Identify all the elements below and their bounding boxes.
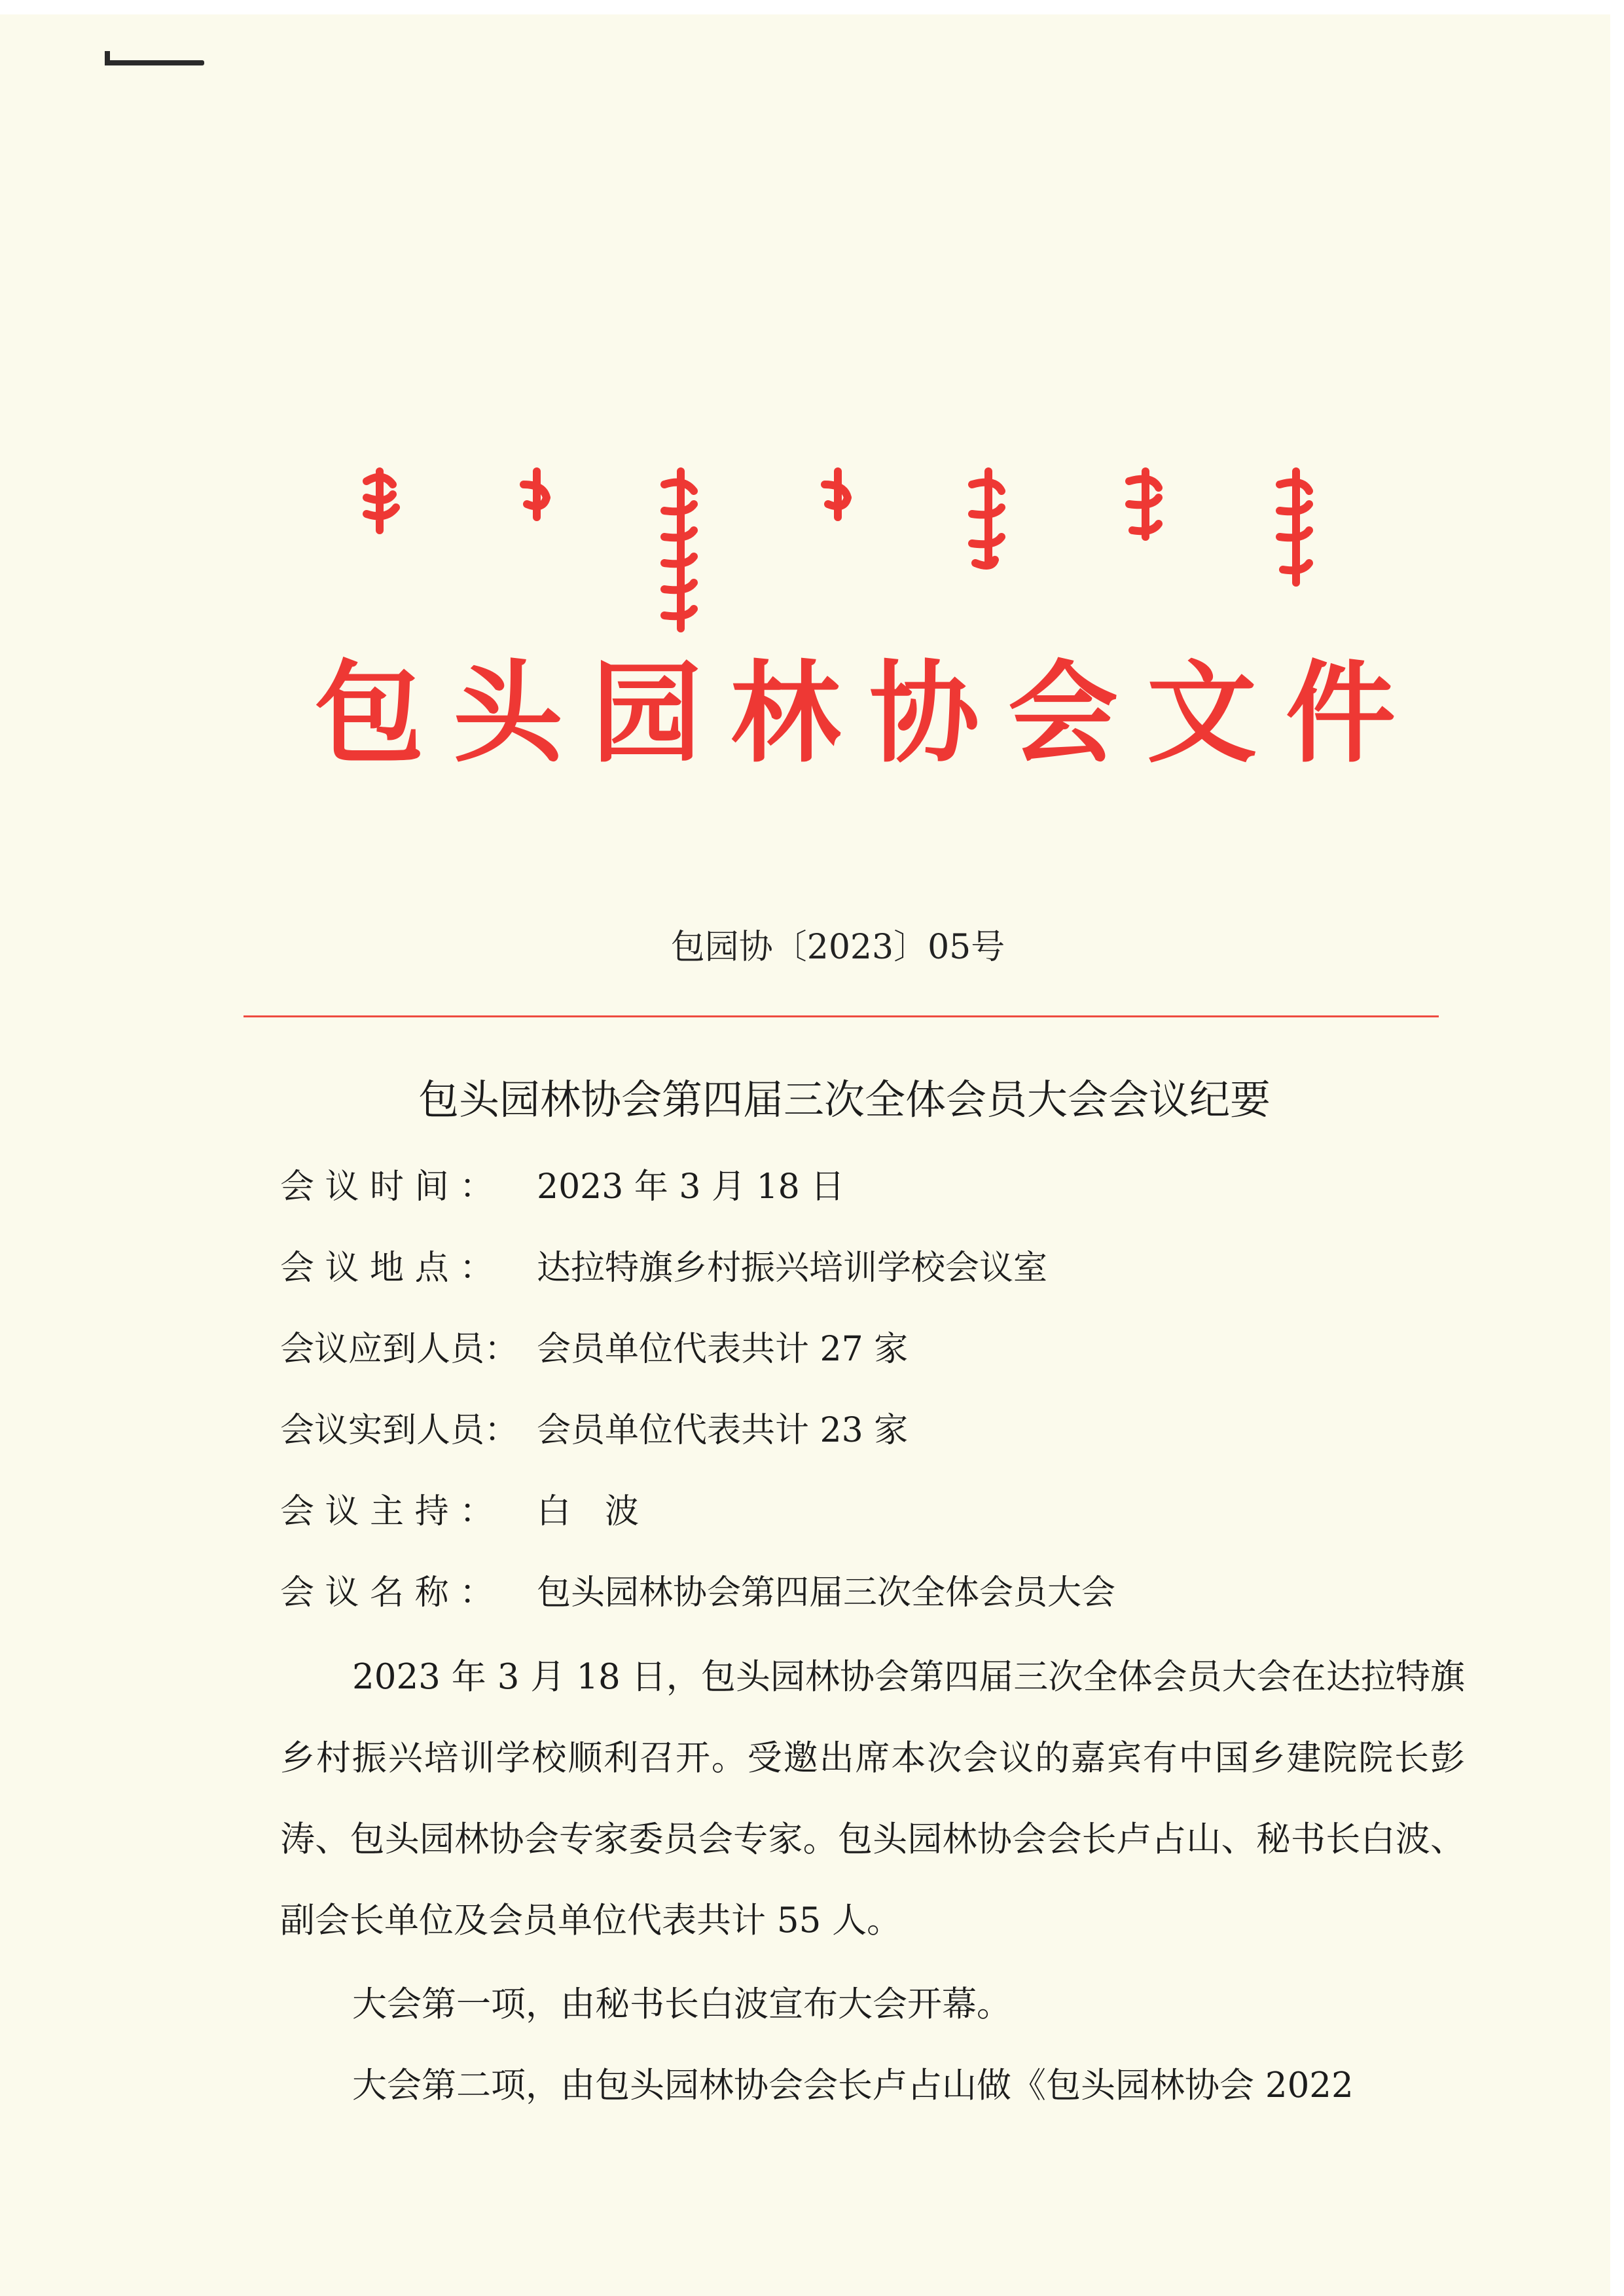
info-row-expected [280,1323,908,1376]
info-value: 包头园林协会第四届三次全体会员大会 [537,1573,1116,1613]
mongolian-script-logo [340,458,1335,648]
info-value: 达拉特旗乡村振兴培训学校会议室 [537,1248,1048,1288]
red-divider-line [244,1015,1439,1017]
info-value: 会员单位代表共计 23 家 [537,1411,909,1450]
document-number: 包园协〔2023〕05号 [670,928,1005,967]
info-label: 会 议 地 点 ： [280,1248,494,1288]
body-paragraph: 大会第二项，由包头园林协会会长卢占山做《包头园林协会 2022 [352,2066,1354,2105]
info-label: 会议应到人员： [280,1330,519,1369]
body-paragraph: 2023 年 3 月 18 日，包头园林协会第四届三次全体会员大会在达拉特旗乡村振兴培训学校顺利召开。受邀出席本次会议的嘉宾有中国乡建院院长彭涛、包头园林协会专家委员会专家。包头园林协会会长卢占山、秘书长白波、副会长单位及会员单位代表共计 55 人。 [280,1657,1465,1941]
info-row-location [280,1242,1047,1294]
binding-mark [105,60,204,65]
info-row-name [280,1567,1115,1619]
info-value: 会员单位代表共计 27 家 [537,1330,909,1369]
meeting-title: 包头园林协会第四届三次全体会员大会会议纪要 [418,1076,1271,1123]
organization-title: 包头园林协会文件 [314,649,1424,778]
info-row-attended [280,1404,908,1457]
info-row-time [280,1161,844,1213]
info-value: 2023 年 3 月 18 日 [537,1167,845,1207]
info-label: 会议实到人员： [280,1411,519,1450]
info-label: 会 议 主 持 ： [280,1492,494,1531]
info-label: 会 议 名 称 ： [280,1573,494,1613]
info-label: 会 议 时 间 ： [280,1167,494,1207]
body-paragraph: 大会第一项，由秘书长白波宣布大会开幕。 [352,1984,1011,2024]
info-row-host [280,1485,639,1538]
info-value: 白 波 [537,1492,640,1531]
